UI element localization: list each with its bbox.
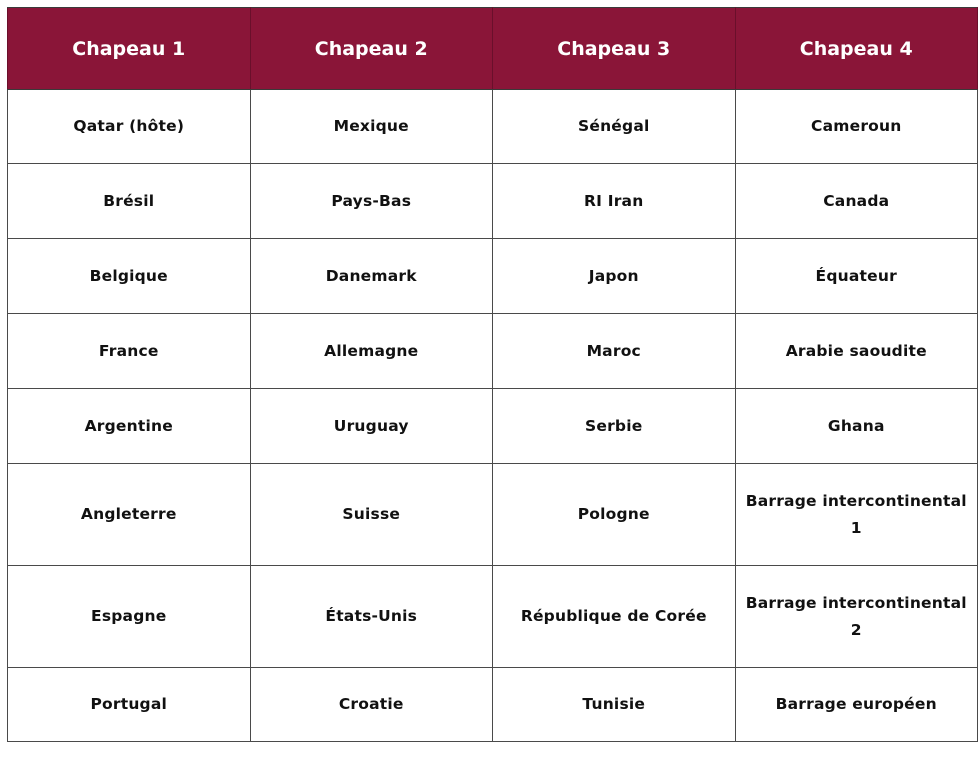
table-cell: Pologne	[493, 464, 736, 566]
table-cell: Japon	[493, 239, 736, 314]
table-cell: Allemagne	[250, 314, 493, 389]
pots-table	[7, 7, 978, 742]
table-cell: Cameroun	[735, 90, 978, 164]
table-row	[8, 90, 978, 164]
table-cell: Portugal	[8, 668, 251, 742]
table-cell: Ghana	[735, 389, 978, 464]
table-cell: Croatie	[250, 668, 493, 742]
table-cell: Canada	[735, 164, 978, 239]
table-cell: Sénégal	[493, 90, 736, 164]
table-cell: Belgique	[8, 239, 251, 314]
table-cell: Maroc	[493, 314, 736, 389]
table-cell: France	[8, 314, 251, 389]
table-cell: Équateur	[735, 239, 978, 314]
table-cell: Barrage européen	[735, 668, 978, 742]
table-cell: Tunisie	[493, 668, 736, 742]
table-row	[8, 464, 978, 566]
table-row	[8, 566, 978, 668]
table-cell: Angleterre	[8, 464, 251, 566]
table-row	[8, 314, 978, 389]
table-row	[8, 239, 978, 314]
table-cell: Espagne	[8, 566, 251, 668]
table-cell: Brésil	[8, 164, 251, 239]
table-cell: Argentine	[8, 389, 251, 464]
table-row	[8, 668, 978, 742]
table-cell: Barrage intercontinental 2	[735, 566, 978, 668]
table-cell: République de Corée	[493, 566, 736, 668]
header-chapeau-3: Chapeau 3	[493, 8, 736, 90]
table-cell: Danemark	[250, 239, 493, 314]
table-cell: Mexique	[250, 90, 493, 164]
table-cell: Serbie	[493, 389, 736, 464]
header-chapeau-2: Chapeau 2	[250, 8, 493, 90]
table-cell: Barrage intercontinental 1	[735, 464, 978, 566]
table-row	[8, 389, 978, 464]
table-cell: RI Iran	[493, 164, 736, 239]
table-cell: Qatar (hôte)	[8, 90, 251, 164]
table-header	[8, 8, 978, 90]
table-cell: Pays-Bas	[250, 164, 493, 239]
header-row	[8, 8, 978, 90]
table-row	[8, 164, 978, 239]
table-cell: Suisse	[250, 464, 493, 566]
table-cell: États-Unis	[250, 566, 493, 668]
header-chapeau-1: Chapeau 1	[8, 8, 251, 90]
table-cell: Uruguay	[250, 389, 493, 464]
table-body	[8, 90, 978, 742]
header-chapeau-4: Chapeau 4	[735, 8, 978, 90]
table-cell: Arabie saoudite	[735, 314, 978, 389]
